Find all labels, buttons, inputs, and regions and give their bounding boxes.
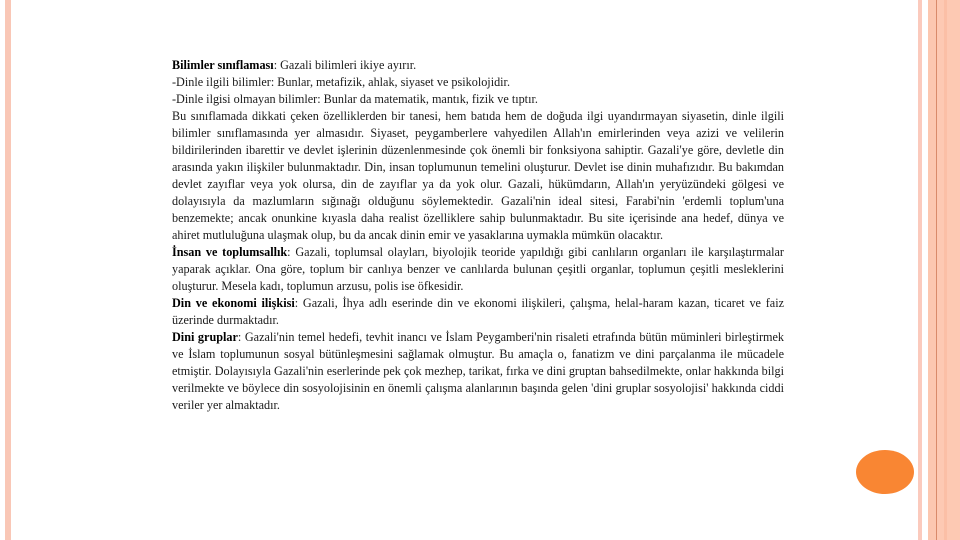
- paragraph-text: : Gazali bilimleri ikiye ayırır.: [273, 58, 417, 72]
- paragraph-religious-sciences: [172, 74, 784, 91]
- left-decorative-stripe: [5, 0, 11, 540]
- paragraph-heading: Bilimler sınıflaması: [172, 58, 274, 72]
- paragraph-heading: İnsan ve toplumsallık: [172, 245, 288, 259]
- paragraph-economy: [172, 295, 784, 329]
- paragraph-heading: Din ve ekonomi ilişkisi: [172, 296, 295, 310]
- paragraph-heading: Dini gruplar: [172, 330, 238, 344]
- right-decorative-line: [936, 0, 937, 540]
- right-decorative-stripe: [928, 0, 936, 540]
- paragraph-non-religious-sciences: [172, 91, 784, 108]
- paragraph-text: -Dinle ilgili bilimler: Bunlar, metafizik, ahlak, siyaset ve psikolojidir.: [172, 75, 510, 89]
- paragraph-text: : Gazali'nin temel hedefi, tevhit inancı ve İslam Peygamberi'nin risaleti etrafında bütün müminleri birleştirmek ve İslam toplumunun sosyal bütünleşmesini sağlamak olmuştur. Bu amaçla o, fanatizm ve dini parçalanma ile mücadele etmiştir. Dolayısıyla Gazali'nin eserlerinde pek çok mezhep, tarikat, fırka ve dini gruptan bahsedilmekte, onlar hakkında bilgi verilmekte ve böylece din sosyolojisinin en önemli çalışma alanlarının başında gelen 'dini gruplar sosyolojisi' hakkında ciddi veriler yer almaktadır.: [172, 330, 784, 412]
- paragraph-religious-groups: [172, 329, 784, 414]
- paragraph-society: [172, 244, 784, 295]
- right-decorative-stripe: [937, 0, 960, 540]
- right-decorative-stripe: [918, 0, 922, 540]
- right-decorative-stripe: [944, 0, 947, 540]
- paragraph-text: Bu sınıflamada dikkati çeken özelliklerden bir tanesi, hem batıda hem de doğuda ilgi uyandırmayan siyasetin, dinle ilgili bilimler sınıflamasında yer almasıdır. Siyaset, peygamberlere vahyedilen Allah'ın emirlerinden veya azizi ve velilerin bildirilerinden ibarettir ve devlet işlerinin düzenlenmesinde çok önemli bir fonksiyona sahiptir. Gazali'ye göre, devletle din arasında yakın ilişkiler bulunmaktadır. Din, insan toplumunun temelini oluşturur. Devlet ise dinin muhafızıdır. Bu bakımdan devlet zayıflar veya yok olursa, din de zayıflar ya da yok olur. Gazali, hükümdarın, Allah'ın yeryüzündeki gölgesi ve dolayısıyla da mazlumların sığınağı olduğunu söylemektedir. Gazali'nin ideal sitesi, Farabi'nin 'erdemli toplum'una benzemekte; ancak onunkine kıyasla daha realist özelliklere sahip bulunmaktadır. Bu site içerisinde ana hedef, dünya ve ahiret mutluluğuna ulaşmak olup, bu da ancak dinin emir ve yasaklarına uymakla mümkün olacaktır.: [172, 109, 784, 242]
- paragraph-text: -Dinle ilgisi olmayan bilimler: Bunlar da matematik, mantık, fizik ve tıptır.: [172, 92, 538, 106]
- orange-circle-decoration: [856, 450, 914, 494]
- paragraph-text: : Gazali, toplumsal olayları, biyolojik teoride yapıldığı gibi canlıların organları ile karşılaştırmalar yaparak açıklar. Ona göre, toplum bir canlıya benzer ve canlılarda bulunan çeşitli organlar, toplumun çeşitli mesleklerini oluşturur. Mesela kadı, toplumun arzusu, polis ise öfkesidir.: [172, 245, 784, 293]
- paragraph-politics: [172, 108, 784, 244]
- paragraph-classification: [172, 57, 784, 74]
- slide-body: [172, 57, 784, 414]
- paragraph-text: : Gazali, İhya adlı eserinde din ve ekonomi ilişkileri, çalışma, helal-haram kazan, ticaret ve faiz üzerinde durmaktadır.: [172, 296, 784, 327]
